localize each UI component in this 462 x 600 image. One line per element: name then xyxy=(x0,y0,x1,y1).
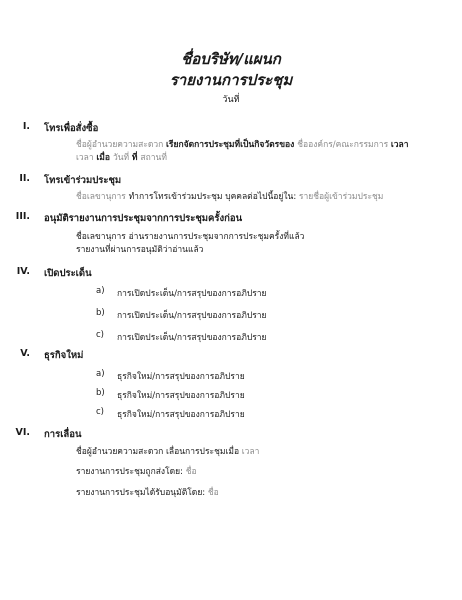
section-number: I. xyxy=(22,121,30,132)
item-text: ธุรกิจใหม่/การสรุปของการอภิปราย xyxy=(117,372,245,382)
section-title: การเลื่อน xyxy=(44,429,82,440)
text-time: เวลา xyxy=(390,140,409,150)
section-title: ธุรกิจใหม่ xyxy=(44,350,84,361)
item-text: ธุรกิจใหม่/การสรุปของการอภิปราย xyxy=(117,391,245,401)
section-number: V. xyxy=(20,348,30,359)
item-letter: b) xyxy=(96,388,105,398)
section-number: IV. xyxy=(16,266,30,277)
item-letter: b) xyxy=(96,308,105,318)
secretary-placeholder: ชื่อเลขานุการ xyxy=(76,232,129,242)
paragraph-roll-call xyxy=(76,191,383,204)
facilitator-placeholder: ชื่อผู้อำนวยความสะดวก xyxy=(76,447,167,457)
text-adjourned: เลื่อนการประชุมเมื่อ xyxy=(166,447,242,457)
paragraph-call-to-order xyxy=(76,139,409,165)
location-placeholder: สถานที่ xyxy=(140,153,167,163)
text-approved: รายงานที่ผ่านการอนุมัติว่าอ่านแล้ว xyxy=(76,245,204,255)
paragraph-approved-by xyxy=(76,487,219,500)
item-text: การเปิดประเด็น/การสรุปของการอภิปราย xyxy=(117,333,267,343)
time-placeholder: เวลา xyxy=(76,153,97,163)
item-letter: a) xyxy=(96,286,105,296)
date-placeholder: วันที่ xyxy=(112,153,132,163)
text-call-meeting: เรียกจัดการประชุมที่เป็นกิจวัตรของ xyxy=(166,140,298,150)
text-at: ที่ xyxy=(131,153,141,163)
organization-name: ชื่อบริษัท/แผนก xyxy=(181,50,281,68)
item-letter: c) xyxy=(96,407,104,417)
time-placeholder: เวลา xyxy=(241,447,260,457)
section-number: VI. xyxy=(15,427,30,438)
secretary-placeholder: ชื่อเลขานุการ xyxy=(76,192,129,202)
item-letter: a) xyxy=(96,369,105,379)
attendees-placeholder: รายชื่อผู้เข้าร่วมประชุม xyxy=(298,192,384,202)
text-read-minutes: อ่านรายงานการประชุมจากการประชุมครั้งที่แล้ว xyxy=(128,232,305,242)
section-title: โทรเข้าร่วมประชุม xyxy=(44,175,122,186)
section-number: II. xyxy=(19,173,30,184)
text-roll-call: ทำการโทรเข้าร่วมประชุม บุคคลต่อไปนี้อยู่ใน: xyxy=(128,192,299,202)
text-when: เมื่อ xyxy=(96,153,113,163)
name-placeholder: ชื่อ xyxy=(207,488,219,498)
organization-placeholder: ชื่อองค์กร/คณะกรรมการ xyxy=(297,140,391,150)
paragraph-adjourned xyxy=(76,446,259,459)
item-text: ธุรกิจใหม่/การสรุปของการอภิปราย xyxy=(117,410,245,420)
section-title: เปิดประเด็น xyxy=(44,268,92,279)
item-text: การเปิดประเด็น/การสรุปของการอภิปราย xyxy=(117,289,267,299)
date-line: วันที่ xyxy=(222,95,240,105)
paragraph-approve-minutes xyxy=(76,231,304,257)
facilitator-placeholder: ชื่อผู้อำนวยความสะดวก xyxy=(76,140,167,150)
section-title: อนุมัติรายงานการประชุมจากการประชุมครั้งก่อน xyxy=(44,213,243,224)
paragraph-submitted-by xyxy=(76,466,197,479)
text-submitted-by: รายงานการประชุมถูกส่งโดย: xyxy=(76,467,186,477)
document-title: รายงานการประชุม xyxy=(169,71,293,89)
text-approved-by: รายงานการประชุมได้รับอนุมัติโดย: xyxy=(76,488,208,498)
section-number: III. xyxy=(15,211,30,222)
name-placeholder: ชื่อ xyxy=(185,467,197,477)
item-text: การเปิดประเด็น/การสรุปของการอภิปราย xyxy=(117,311,267,321)
item-letter: c) xyxy=(96,330,104,340)
section-title: โทรเพื่อสั่งซื้อ xyxy=(44,123,99,134)
